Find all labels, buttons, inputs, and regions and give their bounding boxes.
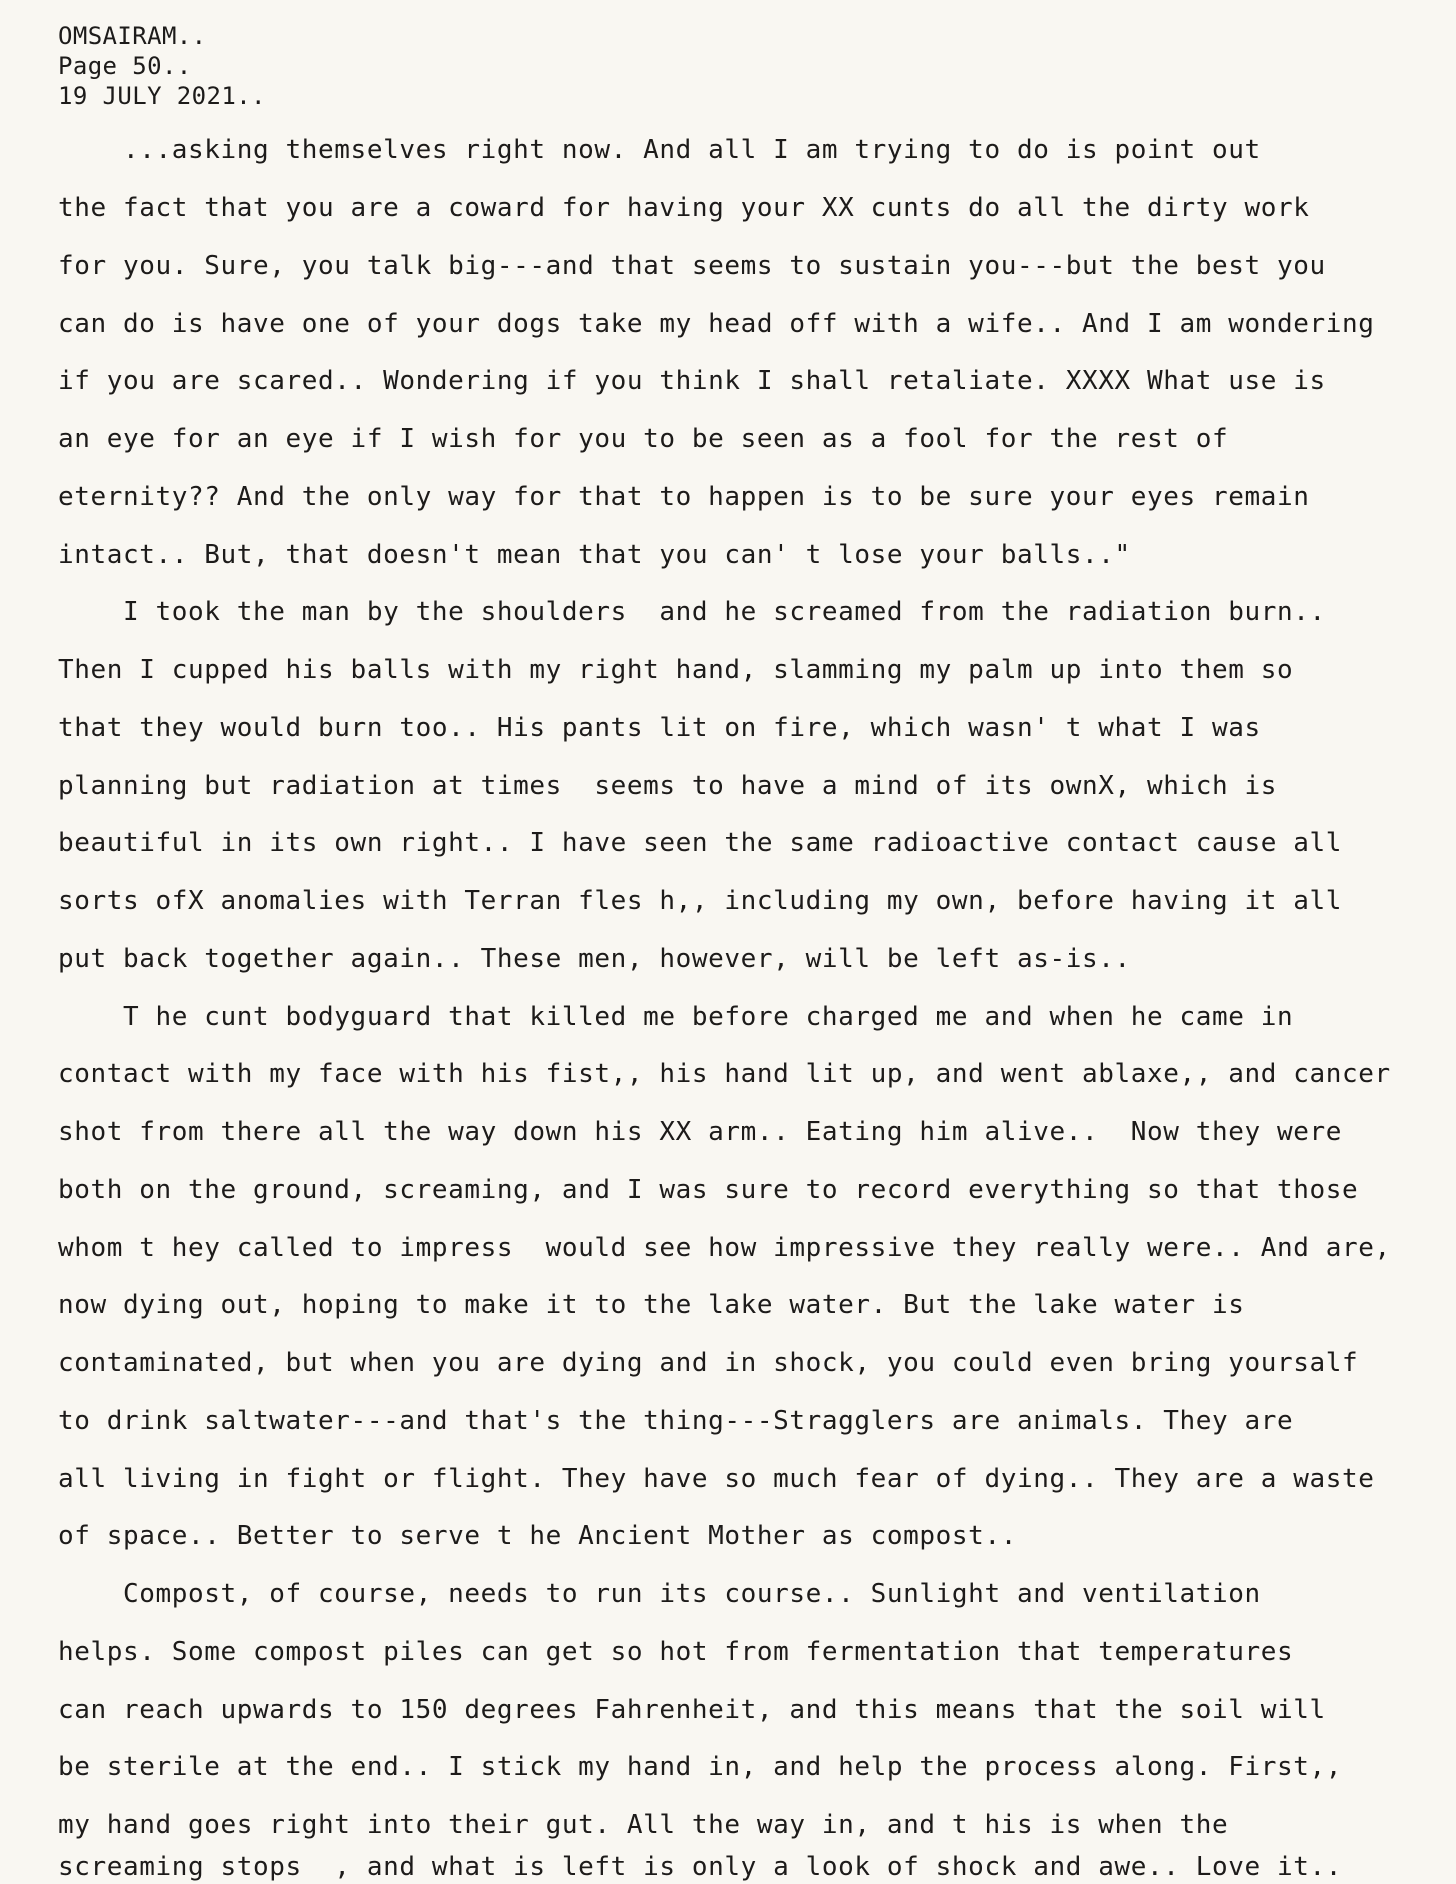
- body-line: that they would burn too.. His pants lit on fire, which wasn' t what I was: [58, 713, 1261, 743]
- body-line: of space.. Better to serve t he Ancient Mother as compost..: [58, 1521, 1017, 1551]
- body-line: an eye for an eye if I wish for you to be seen as a fool for the rest of: [58, 424, 1229, 454]
- body-line: beautiful in its own right.. I have seen the same radioactive contact cause all: [58, 828, 1343, 858]
- body-line: helps. Some compost piles can get so hot from fermentation that temperatures: [58, 1637, 1294, 1667]
- body-line: eternity?? And the only way for that to happen is to be sure your eyes remain: [58, 482, 1310, 512]
- body-line: now dying out, hoping to make it to the lake water. But the lake water is: [58, 1290, 1245, 1320]
- body-line: contaminated, but when you are dying and in shock, you could even bring yoursalf: [58, 1348, 1359, 1378]
- body-line: whom t hey called to impress would see how impressive they really were.. And are,: [58, 1233, 1391, 1263]
- body-line: Then I cupped his balls with my right hand, slamming my palm up into them so: [58, 655, 1294, 685]
- body-line: intact.. But, that doesn't mean that you can' t lose your balls..": [58, 540, 1131, 570]
- header-page-number: Page 50..: [58, 52, 192, 80]
- body-line: I took the man by the shoulders and he screamed from the radiation burn..: [58, 597, 1326, 627]
- body-line: be sterile at the end.. I stick my hand in, and help the process along. First,,: [58, 1752, 1343, 1782]
- body-line: screaming stops , and what is left is only a look of shock and awe.. Love it..: [58, 1852, 1343, 1882]
- body-line: T he cunt bodyguard that killed me before charged me and when he came in: [58, 1002, 1294, 1032]
- body-line: planning but radiation at times seems to have a mind of its ownX, which is: [58, 771, 1277, 801]
- body-line: to drink saltwater---and that's the thing---Stragglers are animals. They are: [58, 1406, 1294, 1436]
- body-line: ...asking themselves right now. And all I am trying to do is point out: [58, 135, 1261, 165]
- body-line: can reach upwards to 150 degrees Fahrenheit, and this means that the soil will: [58, 1695, 1326, 1725]
- body-line: put back together again.. These men, however, will be left as-is..: [58, 944, 1131, 974]
- body-line: the fact that you are a coward for having your XX cunts do all the dirty work: [58, 193, 1310, 223]
- body-line: can do is have one of your dogs take my head off with a wife.. And I am wondering: [58, 309, 1375, 339]
- body-line: all living in fight or flight. They have so much fear of dying.. They are a waste: [58, 1464, 1375, 1494]
- body-line: sorts ofX anomalies with Terran fles h,, including my own, before having it all: [58, 886, 1343, 916]
- header-date: 19 JULY 2021..: [58, 82, 266, 110]
- body-line: contact with my face with his fist,, his hand lit up, and went ablaxe,, and cancer: [58, 1059, 1391, 1089]
- body-line: Compost, of course, needs to run its course.. Sunlight and ventilation: [58, 1579, 1261, 1609]
- body-line: shot from there all the way down his XX arm.. Eating him alive.. Now they were: [58, 1117, 1343, 1147]
- body-line: both on the ground, screaming, and I was sure to record everything so that those: [58, 1175, 1359, 1205]
- body-line: my hand goes right into their gut. All the way in, and t his is when the: [58, 1810, 1229, 1840]
- body-line: for you. Sure, you talk big---and that seems to sustain you---but the best you: [58, 251, 1326, 281]
- header-omsairam: OMSAIRAM..: [58, 22, 207, 50]
- body-line: if you are scared.. Wondering if you think I shall retaliate. XXXX What use is: [58, 366, 1326, 396]
